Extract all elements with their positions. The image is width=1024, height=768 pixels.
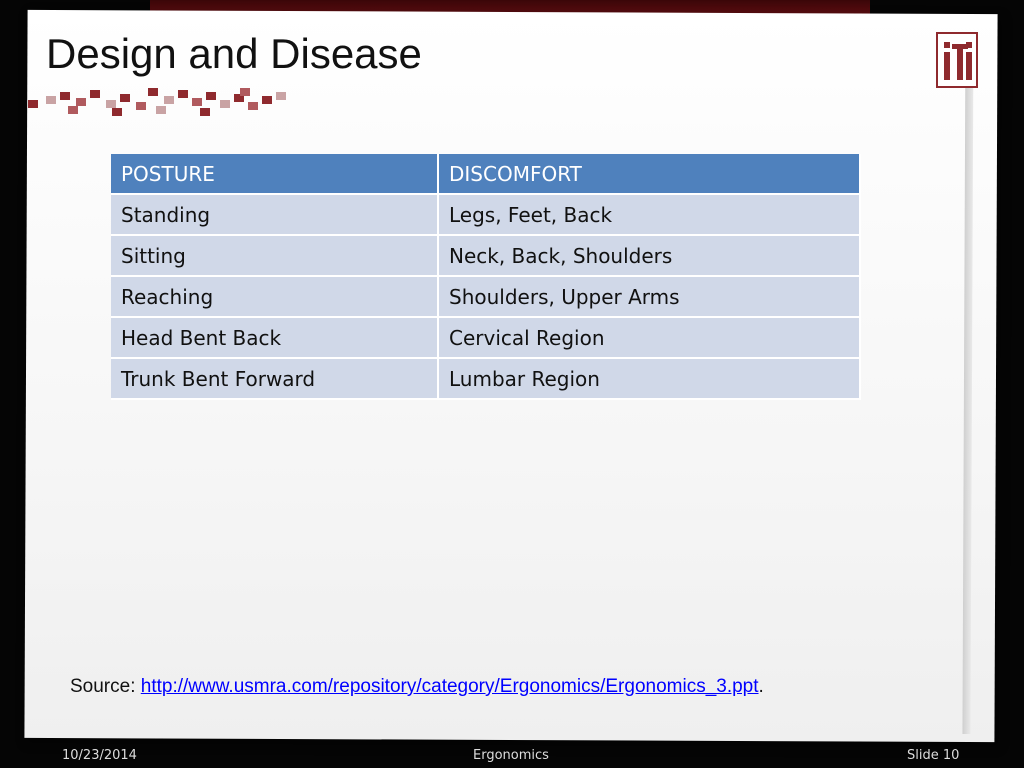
cell-discomfort: Lumbar Region bbox=[438, 358, 860, 399]
table-header-row bbox=[111, 154, 860, 194]
slide-footer bbox=[0, 744, 1024, 768]
table-row bbox=[111, 194, 860, 235]
posture-discomfort-table bbox=[111, 154, 861, 400]
table-row bbox=[111, 317, 860, 358]
slide-title: Design and Disease bbox=[46, 30, 422, 77]
cell-discomfort: Cervical Region bbox=[438, 317, 860, 358]
footer-title: Ergonomics bbox=[473, 748, 549, 763]
tile-mosaic-decoration bbox=[28, 86, 288, 116]
cell-discomfort: Shoulders, Upper Arms bbox=[438, 276, 860, 317]
cell-posture: Standing bbox=[111, 194, 438, 235]
cell-discomfort: Neck, Back, Shoulders bbox=[438, 235, 860, 276]
iti-logo-icon bbox=[936, 32, 978, 88]
source-citation bbox=[70, 676, 764, 698]
header-discomfort: DISCOMFORT bbox=[438, 154, 860, 194]
cell-posture: Reaching bbox=[111, 276, 438, 317]
header-posture: POSTURE bbox=[111, 154, 438, 194]
source-prefix: Source: bbox=[70, 676, 141, 697]
footer-date: 10/23/2014 bbox=[62, 748, 137, 763]
cell-discomfort: Legs, Feet, Back bbox=[438, 194, 860, 235]
source-suffix: . bbox=[758, 676, 764, 697]
cell-posture: Trunk Bent Forward bbox=[111, 358, 438, 399]
table-row bbox=[111, 358, 860, 399]
source-link[interactable]: http://www.usmra.com/repository/category/Ergonomics/Ergonomics_3.ppt bbox=[140, 676, 759, 697]
paper-edge-shadow bbox=[962, 44, 973, 734]
cell-posture: Sitting bbox=[111, 235, 438, 276]
footer-slide-number: Slide 10 bbox=[907, 748, 960, 763]
table-row bbox=[111, 235, 860, 276]
cell-posture: Head Bent Back bbox=[111, 317, 438, 358]
data-table bbox=[111, 154, 861, 400]
table-row bbox=[111, 276, 860, 317]
